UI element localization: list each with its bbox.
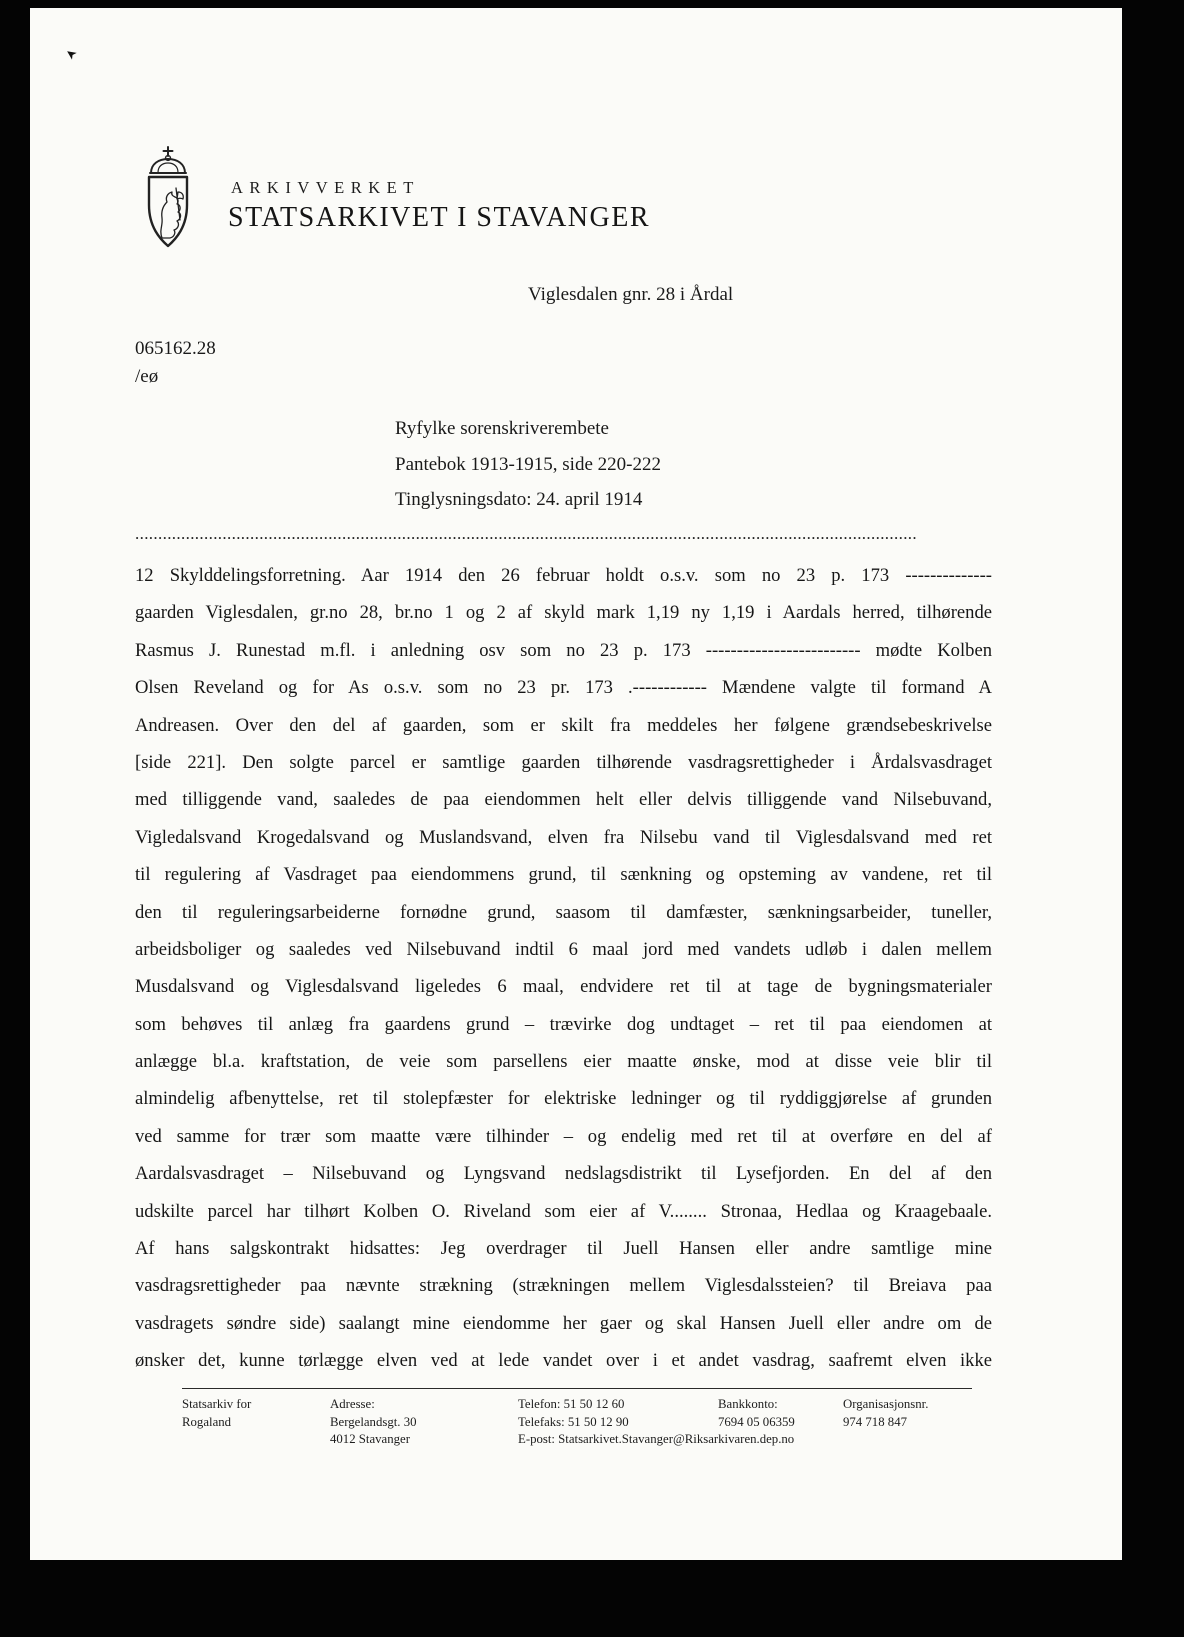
body-line: gaarden Viglesdalen, gr.no 28, br.no 1 og 2 af skyld mark 1,19 ny 1,19 i Aardals herred, tilhørende bbox=[135, 602, 992, 624]
body-line: som behøves til anlæg fra gaardens grund – trævirke dog undtaget – ret til paa eiendomen at bbox=[135, 1013, 992, 1035]
body-line: [side 221]. Den solgte parcel er samtlige gaarden tilhørende vasdragsrettigheder i Årdalsvasdraget bbox=[135, 751, 992, 773]
footer-org-line: Rogaland bbox=[182, 1414, 232, 1429]
body-line: Olsen Reveland og for As o.s.v. som no 23 pr. 173 .------------ Mændene valgte til formand A bbox=[135, 677, 992, 699]
case-number: 065162.28 bbox=[135, 338, 216, 359]
footer-bank-label: Bankkonto: bbox=[718, 1397, 778, 1411]
source-register: Pantebok 1913-1915, side 220-222 bbox=[395, 453, 661, 475]
body-line: Aardalsvasdraget – Nilsebuvand og Lyngsvand nedslagsdistrikt til Lysefjorden. En del af den bbox=[135, 1163, 992, 1185]
dotted-divider: .......................................................................................................................................................................... bbox=[135, 524, 917, 543]
body-line: til regulering af Vasdraget paa eiendommens grund, til sænkning og opsteming av vandene, ret til bbox=[135, 864, 992, 886]
body-line: Andreasen. Over den del af gaarden, som er skilt fra meddeles her følgene grændsebeskrivelse bbox=[135, 714, 992, 736]
body-line: Rasmus J. Runestad m.fl. i anledning osv som no 23 p. 173 ------------------------- mødte Kolben bbox=[135, 639, 992, 661]
body-line: anlægge bl.a. kraftstation, de veie som parsellens eier maatte ønske, mod at disse veie blir til bbox=[135, 1051, 992, 1073]
footer-address-line: Adresse: bbox=[330, 1397, 375, 1411]
footer-email: E-post: Statsarkivet.Stavanger@Riksarkivaren.dep.no bbox=[518, 1432, 795, 1446]
footer-fax: Telefaks: 51 50 12 90 bbox=[518, 1414, 629, 1429]
footer-address-line: Bergelandsgt. 30 bbox=[330, 1414, 417, 1429]
footer-organization bbox=[182, 1396, 251, 1431]
source-reference bbox=[395, 411, 661, 518]
scan-artifact-mark: ➤ bbox=[62, 44, 81, 63]
coat-of-arms-icon bbox=[138, 146, 198, 250]
footer-org-line: Statsarkiv for bbox=[182, 1397, 252, 1411]
source-office: Ryfylke sorenskriverembete bbox=[395, 418, 609, 439]
body-line: Af hans salgskontrakt hidsattes: Jeg overdrager til Juell Hansen eller andre samtlige mine bbox=[135, 1238, 992, 1260]
body-line: vasdragets søndre side) saalangt mine eiendomme her gaer og skal Hansen Juell eller andre om de bbox=[135, 1312, 992, 1334]
body-line: ønsker det, kunne tørlægge elven ved at lede vandet over i et andet vasdrag, saafremt elven ikke bbox=[135, 1350, 992, 1372]
document-page bbox=[30, 8, 1122, 1560]
agency-name: ARKIVVERKET bbox=[231, 178, 420, 197]
footer-orgnr-value: 974 718 847 bbox=[843, 1414, 907, 1429]
footer-org-number bbox=[843, 1396, 928, 1431]
body-line: udskilte parcel har tilhørt Kolben O. Riveland som eier af V........ Stronaa, Hedlaa og Kraagebaale. bbox=[135, 1200, 992, 1222]
footer-divider bbox=[182, 1388, 972, 1389]
body-line: vasdragsrettigheder paa nævnte strækning (strækningen mellem Viglesdalssteien? til Breiava paa bbox=[135, 1275, 992, 1297]
body-line: den til reguleringsarbeiderne fornødne grund, saasom til damfæster, sænkningsarbeider, tuneller, bbox=[135, 901, 992, 923]
footer-orgnr-label: Organisasjonsnr. bbox=[843, 1397, 929, 1411]
footer-address-line: 4012 Stavanger bbox=[330, 1432, 410, 1446]
body-line: Musdalsvand og Viglesdalsvand ligeledes 6 maal, endvidere ret til at tage de bygningsmaterialer bbox=[135, 976, 992, 998]
body-line: 12 Skylddelingsforretning. Aar 1914 den 26 februar holdt o.s.v. som no 23 p. 173 -------------- bbox=[135, 565, 992, 586]
body-line: med tilliggende vand, saaledes de paa eiendommen helt eller delvis tilliggende vand Nilsebuvand, bbox=[135, 789, 992, 811]
body-line: almindelig afbenyttelse, ret til stolepfæster for elektriske ledninger og til ryddiggjørelse af grunden bbox=[135, 1088, 992, 1110]
institution-name: STATSARKIVET I STAVANGER bbox=[228, 202, 651, 233]
footer-bank bbox=[718, 1396, 795, 1431]
body-line: ved samme for trær som maatte være tilhinder – og endelig med ret til at overføre en del af bbox=[135, 1125, 992, 1147]
body-line: arbeidsboliger og saaledes ved Nilsebuvand indtil 6 maal jord med vandets udløb i dalen mellem bbox=[135, 938, 992, 960]
body-line: Vigledalsvand Krogedalsvand og Muslandsvand, elven fra Nilsebu vand til Viglesdalsvand med ret bbox=[135, 826, 992, 848]
footer-address bbox=[330, 1396, 417, 1449]
footer-bank-account: 7694 05 06359 bbox=[718, 1414, 795, 1429]
subject-line: Viglesdalen gnr. 28 i Årdal bbox=[528, 284, 734, 305]
source-registration-date: Tinglysningsdato: 24. april 1914 bbox=[395, 489, 643, 510]
footer-phone: Telefon: 51 50 12 60 bbox=[518, 1397, 625, 1411]
document-body bbox=[135, 557, 992, 1380]
case-initials: /eø bbox=[135, 366, 159, 387]
